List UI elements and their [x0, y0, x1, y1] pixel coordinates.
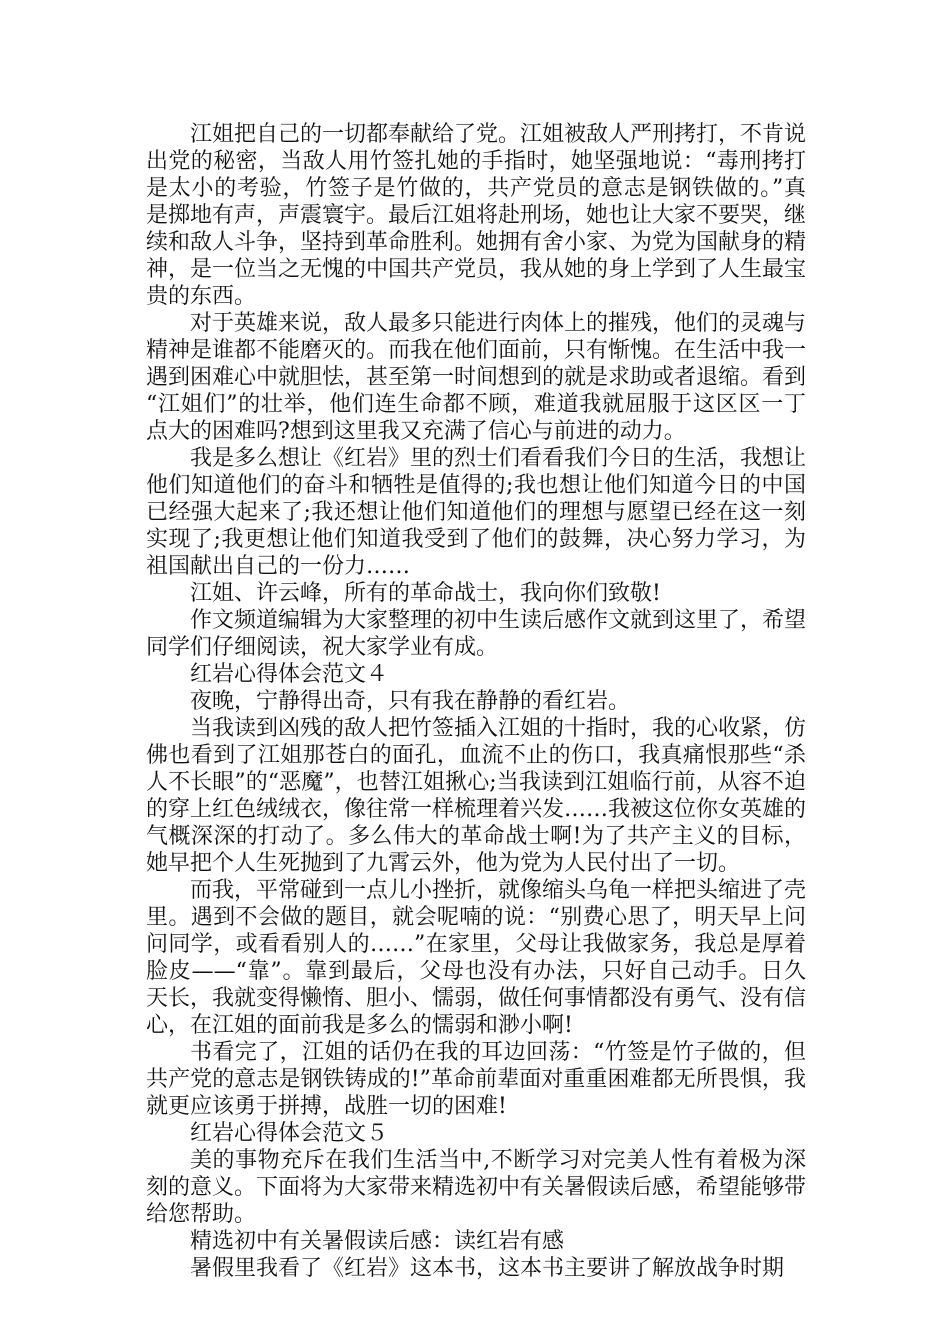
document-body: [146, 121, 806, 1282]
section-heading-sample-4: 红岩心得体会范文４: [190, 662, 389, 687]
section-heading-summer-reading: 精选初中有关暑假读后感：读红岩有感: [190, 1229, 565, 1254]
paragraph-heroes-spirit: 对于英雄来说，敌人最多只能进行肉体上的摧残，他们的灵魂与精神是谁都不能磨灭的。而我在他们面前，只有惭愧。在生活中我一遇到困难心中就胆怯，甚至第一时间想到的就是求助或者退缩。看到“江姐们”的壮举，他们连生命都不顾，难道我就屈服于这区区一丁点大的困难吗?想到这里我又充满了信心与前进的动力。: [146, 311, 807, 444]
paragraph-martyrs-wish: 我是多么想让《红岩》里的烈士们看看我们今日的生活，我想让他们知道他们的奋斗和牺牲是值得的;我也想让他们知道今日的中国已经强大起来了;我还想让他们知道他们的理想与愿望已经在这一刻实现了;我更想让他们知道我受到了他们的鼓舞，决心努力学习，为祖国献出自己的一份力……: [146, 446, 807, 579]
paragraph-intro-summer: 美的事物充斥在我们生活当中,不断学习对完美人性有着极为深刻的意义。下面将为大家带来精选初中有关暑假读后感，希望能够带给您帮助。: [146, 1148, 807, 1227]
paragraph-night-reading: 夜晚，宁静得出奇，只有我在静静的看红岩。: [190, 689, 631, 714]
paragraph-summer-book: 暑假里我看了《红岩》这本书，这本书主要讲了解放战争时期: [190, 1256, 785, 1281]
paragraph-salute: 江姐、许云峰，所有的革命战士，我向你们致敬!: [190, 581, 661, 606]
paragraph-bamboo-sticks: 当我读到凶残的敌人把竹签插入江姐的十指时，我的心收紧，仿佛也看到了江姐那苍白的面孔，血流不止的伤口，我真痛恨那些“杀人不长眼”的“恶魔”，也替江姐揪心;当我读到江姐临行前，从容不迫的穿上红色绒绒衣，像往常一样梳理着兴发……我被这位你女英雄的气概深深的打动了。多么伟大的革命战士啊!为了共产主义的目标，她早把个人生死抛到了九霄云外，他为党为人民付出了一切。: [146, 716, 807, 876]
section-heading-sample-5: 红岩心得体会范文５: [190, 1121, 389, 1146]
paragraph-editor-note: 作文频道编辑为大家整理的初中生读后感作文就到这里了，希望同学们仔细阅读，祝大家学业有成。: [146, 608, 807, 660]
paragraph-jiangjie-dedication: 江姐把自己的一切都奉献给了党。江姐被敌人严刑拷打，不肯说出党的秘密，当敌人用竹签扎她的手指时，她坚强地说：“毒刑拷打是太小的考验，竹签子是竹做的，共产党员的意志是钢铁做的。”真是掷地有声，声震寰宇。最后江姐将赴刑场，她也让大家不要哭，继续和敌人斗争，坚持到革命胜利。她拥有舍小家、为党为国献身的精神，是一位当之无愧的中国共产党员，我从她的身上学到了人生最宝贵的东西。: [146, 122, 807, 309]
paragraph-self-reflection: 而我，平常碰到一点儿小挫折，就像缩头乌龟一样把头缩进了壳里。遇到不会做的题目，就会呢喃的说：“别费心思了，明天早上问问同学，或看看别人的……”在家里，父母让我做家务，我总是厚着脸皮——“靠”。靠到最后，父母也没有办法，只好自己动手。日久天长，我就变得懒惰、胆小、懦弱，做任何事情都没有勇气、没有信心，在江姐的面前我是多么的懦弱和渺小啊!: [146, 878, 807, 1038]
paragraph-book-finished: 书看完了，江姐的话仍在我的耳边回荡：“竹签是竹子做的，但共产党的意志是钢铁铸成的!”革命前辈面对重重困难都无所畏惧，我就更应该勇于拼搏，战胜一切的困难!: [146, 1040, 806, 1119]
